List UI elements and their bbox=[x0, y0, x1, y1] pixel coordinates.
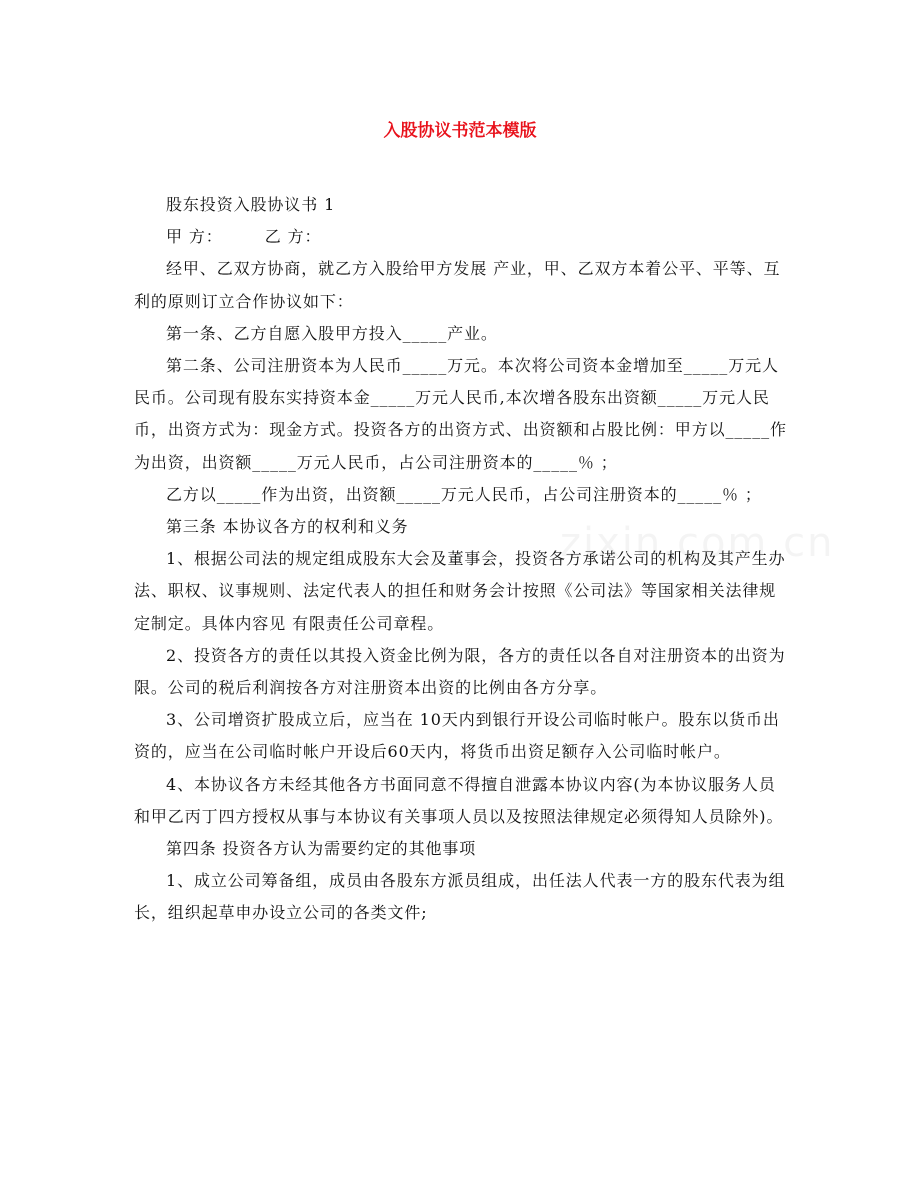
paragraph-article-3-item-2: 2、投资各方的责任以其投入资金比例为限，各方的责任以各自对注册资本的出资为限。公司的税后利润按各方对注册资本出资的比例由各方分享。 bbox=[134, 645, 786, 698]
paragraph-party-b-contribution: 乙方以_____作为出资，出资额_____万元人民币，占公司注册资本的_____％ ； bbox=[166, 484, 762, 504]
paragraph-article-3-item-1: 1、根据公司法的规定组成股东大会及董事会，投资各方承诺公司的机构及其产生办法、职权、议事规则、法定代表人的担任和财务会计按照《公司法》等国家相关法律规定制定。具体内容见 有限责任公司章程。 bbox=[134, 549, 786, 633]
paragraph-article-2: 第二条、公司注册资本为人民币_____万元。本次将公司资本金增加至_____万元人民币。公司现有股东实持资本金_____万元人民币,本次增各股东出资额_____万元人民币，出资方式为：现金方式。投资各方的出资方式、出资额和占股比例：甲方以_____作为出资，出资额_____万元人民币，占公司注册资本的_____％ ； bbox=[134, 356, 787, 472]
heading-article-4: 第四条 投资各方认为需要约定的其他事项 bbox=[166, 839, 477, 859]
paragraph-article-1: 第一条、乙方自愿入股甲方投入_____产业。 bbox=[166, 323, 498, 343]
page-title: 入股协议书范本模版 bbox=[383, 121, 537, 141]
heading-article-3: 第三条 本协议各方的权利和义务 bbox=[166, 517, 409, 537]
paragraph-intro: 经甲、乙双方协商，就乙方入股给甲方发展 产业，甲、乙双方本着公平、平等、互利的原则订立合作协议如下： bbox=[134, 259, 781, 311]
party-b-label: 乙 方： bbox=[264, 227, 322, 247]
parties-line bbox=[134, 221, 792, 253]
paragraph-article-3-item-4: 4、本协议各方未经其他各方书面同意不得擅自泄露本协议内容(为本协议服务人员和甲乙丙丁四方授权从事与本协议有关事项人员以及按照法律规定必须得知人员除外)。 bbox=[134, 774, 784, 826]
party-a-label: 甲 方： bbox=[166, 227, 223, 247]
paragraph-article-3-item-3: 3、公司增资扩股成立后，应当在 10天内到银行开设公司临时帐户。股东以货币出资的，应当在公司临时帐户开设后60天内，将货币出资足额存入公司临时帐户。 bbox=[134, 710, 780, 762]
paragraph-article-4-item-1: 1、成立公司筹备组，成员由各股东方派员组成，出任法人代表一方的股东代表为组长，组织起草申办设立公司的各类文件; bbox=[134, 871, 786, 923]
document-subtitle: 股东投资入股协议书 1 bbox=[166, 195, 336, 214]
document-body bbox=[134, 189, 792, 930]
